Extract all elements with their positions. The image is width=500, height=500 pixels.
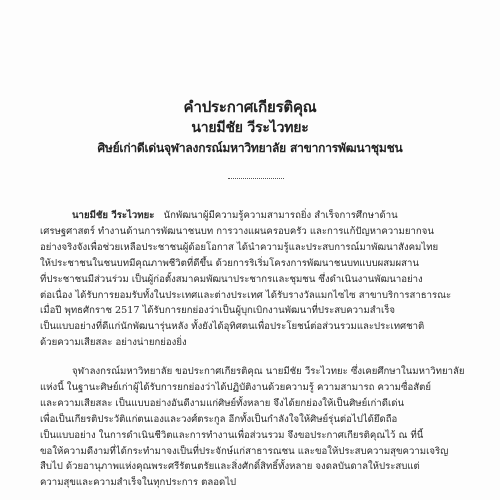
paragraph-2-line-1: จุฬาลงกรณ์มหาวิทยาลัย ขอประกาศเกียรติคุณ นายมีชัย วีระไวทยะ ซึ่งเคยศึกษาในมหาวิทยาลัย xyxy=(72,366,465,377)
paragraph-1 xyxy=(40,208,474,351)
dotted-divider xyxy=(228,178,284,179)
honor-category: ศิษย์เก่าดีเด่นจุฬาลงกรณ์มหาวิทยาลัย สาขาการพัฒนาชุมชน xyxy=(97,141,403,156)
paragraph-1-line-5: ที่ประชาชนมีส่วนร่วม เป็นผู้ก่อตั้งสมาคมพัฒนาประชากรและชุมชน ซึ่งดำเนินงานพัฒนาอย่าง xyxy=(40,273,423,285)
paragraph-1-line-6: ต่อเนื่อง ได้รับการยอมรับทั้งในประเทศและต่างประเทศ ได้รับรางวัลแมกไซไซ สาขาบริการสาธารณะ xyxy=(40,289,452,301)
paragraph-1-line-2: เศรษฐศาสตร์ ทำงานด้านการพัฒนาชนบท การวางแผนครอบครัว และการแก้ปัญหาความยากจน xyxy=(40,225,434,237)
paragraph-2-line-3: และความเสียสละ เป็นแบบอย่างอันดีงามแก่ศิษย์ทั้งหลาย จึงได้ยกย่องให้เป็นศิษย์เก่าดีเด่น xyxy=(40,397,405,409)
paragraph-2-line-7: สืบไป ด้วยอานุภาพแห่งคุณพระศรีรัตนตรัยและสิ่งศักดิ์สิทธิ์ทั้งหลาย จงดลบันดาลให้ประสบแต่ xyxy=(40,461,420,473)
document-title: คำประกาศเกียรติคุณ xyxy=(183,98,317,116)
paragraph-1-text-1: นักพัฒนาผู้มีความรู้ความสามารถยิ่ง สำเร็จการศึกษาด้าน xyxy=(163,210,398,221)
paragraph-1-line-3: อย่างจริงจังเพื่อช่วยเหลือประชาชนผู้ด้อยโอกาส ได้นำความรู้และประสบการณ์มาพัฒนาสังคมไทย xyxy=(40,241,439,253)
paragraph-2 xyxy=(40,364,474,491)
title-block xyxy=(0,98,500,156)
paragraph-2-line-8: ความสุขและความสำเร็จในทุกประการ ตลอดไป xyxy=(40,477,237,489)
paragraph-1-line-1 xyxy=(40,208,474,224)
honoree-name: นายมีชัย วีระไวทยะ xyxy=(191,119,309,136)
paragraph-1-line-8: เป็นแบบอย่างที่ดีแก่นักพัฒนารุ่นหลัง ทั้งยังได้อุทิศตนเพื่อประโยชน์ต่อส่วนรวมและประเทศชาติ xyxy=(40,321,425,333)
paragraph-1-line-7: เมื่อปี พุทธศักราช 2517 ได้รับการยกย่องว่าเป็นผู้บุกเบิกงานพัฒนาที่ประสบความสำเร็จ xyxy=(40,305,396,317)
paragraph-1-line-4: ให้ประชาชนในชนบทมีคุณภาพชีวิตที่ดีขึ้น ด้วยการริเริ่มโครงการพัฒนาชนบทแบบผสมผสาน xyxy=(40,257,419,269)
paragraph-2-line-5: เป็นแบบอย่าง ในการดำเนินชีวิตและการทำงานเพื่อส่วนรวม จึงขอประกาศเกียรติคุณไว้ ณ ที่นี้ xyxy=(40,429,424,441)
paragraph-2-line-6: ขอให้ความดีงามที่ได้กระทำมาจงเป็นที่ประจักษ์แก่สาธารณชน และขอให้ประสบความสุขความเจริญ xyxy=(40,445,449,457)
paragraph-1-lead: นายมีชัย วีระไวทยะ xyxy=(72,210,155,221)
paragraph-2-line-4: เพื่อเป็นเกียรติประวัติแก่ตนเองและวงศ์ตระกูล อีกทั้งเป็นกำลังใจให้ศิษย์รุ่นต่อไปได้ยึดถือ xyxy=(40,413,398,425)
paragraph-1-line-9: ด้วยความเสียสละ อย่างน่ายกย่องยิ่ง xyxy=(40,337,187,349)
paragraph-2-line-2: แห่งนี้ ในฐานะศิษย์เก่าผู้ได้รับการยกย่องว่าได้ปฏิบัติงานด้วยความรู้ ความสามารถ ความซื่อสัตย์ xyxy=(40,381,431,393)
